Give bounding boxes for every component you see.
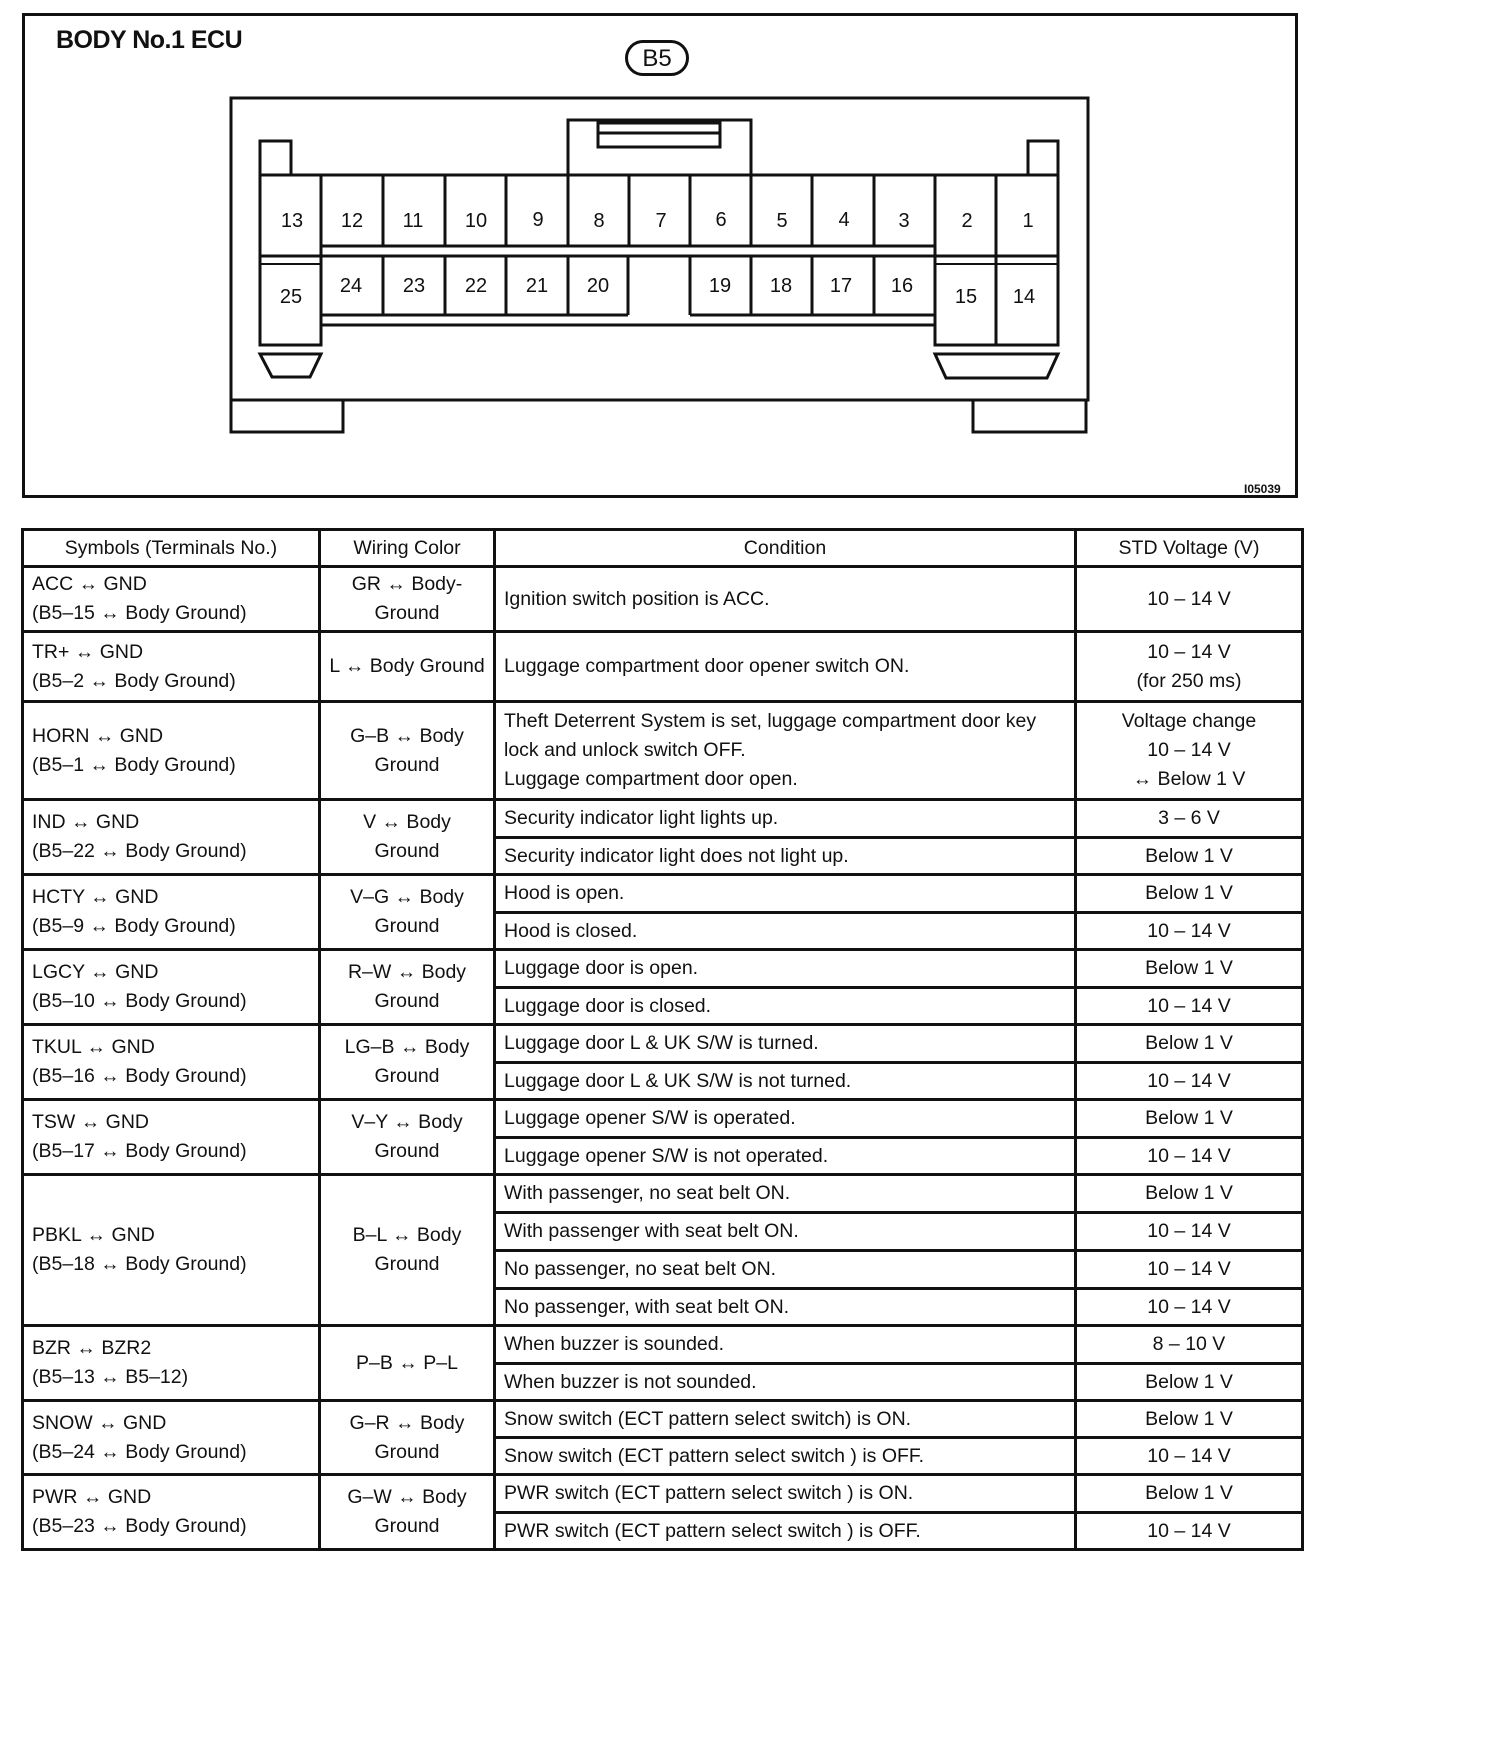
condition-cell xyxy=(495,702,1076,800)
condition-cell: When buzzer is not sounded. xyxy=(495,1364,1076,1401)
pin-17: 17 xyxy=(829,275,853,297)
table-row xyxy=(23,567,1303,632)
symbol-name: SNOW ↔ GND xyxy=(32,1411,167,1434)
pin-24: 24 xyxy=(339,275,363,297)
wiring-color-cell xyxy=(320,1475,495,1550)
wiring-color: B–L ↔ Body xyxy=(352,1224,462,1246)
header-wiring-color: Wiring Color xyxy=(320,530,495,567)
table-row xyxy=(23,1025,1303,1063)
voltage-cell: 10 – 14 V xyxy=(1076,913,1303,950)
symbol-name: TSW ↔ GND xyxy=(32,1111,149,1133)
pin-14: 14 xyxy=(1012,286,1036,308)
wiring-color: Ground xyxy=(374,915,440,937)
wiring-color: Ground xyxy=(374,602,440,624)
wiring-color: LG–B ↔ Body xyxy=(344,1036,470,1058)
table-row xyxy=(23,1401,1303,1438)
figure-id: I05039 xyxy=(1244,482,1281,496)
voltage-cell: Below 1 V xyxy=(1076,1175,1303,1213)
condition-cell: Ignition switch position is ACC. xyxy=(495,567,1076,632)
pin-12: 12 xyxy=(340,210,364,232)
symbol-cell xyxy=(23,1100,320,1175)
symbol-cell xyxy=(23,1401,320,1475)
condition-cell: Hood is open. xyxy=(495,875,1076,913)
terminal-numbers: (B5–15 ↔ Body Ground) xyxy=(32,602,247,624)
condition-cell: Snow switch (ECT pattern select switch ) is OFF. xyxy=(495,1438,1076,1475)
symbol-name: ACC ↔ GND xyxy=(32,573,147,595)
voltage-value: 10 – 14 V xyxy=(1147,640,1231,663)
wiring-color: G–B ↔ Body xyxy=(350,724,464,747)
condition-cell: PWR switch (ECT pattern select switch ) is ON. xyxy=(495,1475,1076,1513)
symbol-cell xyxy=(23,702,320,800)
right-foot xyxy=(973,400,1086,432)
condition-cell: Snow switch (ECT pattern select switch) is ON. xyxy=(495,1401,1076,1438)
symbol-name: PBKL ↔ GND xyxy=(32,1224,155,1246)
voltage-cell: 10 – 14 V xyxy=(1076,988,1303,1025)
wiring-color-cell xyxy=(320,702,495,800)
voltage-cell: Below 1 V xyxy=(1076,875,1303,913)
voltage-cell: 10 – 14 V xyxy=(1076,567,1303,632)
pin-9: 9 xyxy=(532,209,544,231)
pin-16: 16 xyxy=(890,275,914,297)
condition-cell: With passenger, no seat belt ON. xyxy=(495,1175,1076,1213)
voltage-cell: Below 1 V xyxy=(1076,1475,1303,1513)
wiring-color: R–W ↔ Body xyxy=(347,961,467,983)
symbol-cell xyxy=(23,950,320,1025)
voltage-cell: Below 1 V xyxy=(1076,1025,1303,1063)
condition-cell: Security indicator light lights up. xyxy=(495,800,1076,838)
header-std-voltage: STD Voltage (V) xyxy=(1076,530,1303,567)
table-row xyxy=(23,1175,1303,1213)
table-row xyxy=(23,950,1303,988)
wiring-color: Ground xyxy=(374,1253,440,1275)
pin-6: 6 xyxy=(715,209,727,231)
left-foot xyxy=(231,400,343,432)
table-row xyxy=(23,632,1303,702)
condition-cell: With passenger with seat belt ON. xyxy=(495,1213,1076,1251)
wiring-color: GR ↔ Body- xyxy=(351,573,463,595)
pin-4: 4 xyxy=(838,209,850,231)
symbol-cell xyxy=(23,1025,320,1100)
wiring-color: Ground xyxy=(374,840,440,862)
condition-cell: When buzzer is sounded. xyxy=(495,1326,1076,1364)
terminal-numbers: (B5–13 ↔ B5–12) xyxy=(32,1366,189,1388)
voltage-note: (for 250 ms) xyxy=(1136,669,1242,692)
voltage-line: Voltage change xyxy=(1121,710,1257,732)
wiring-color-cell xyxy=(320,800,495,875)
symbol-name: HORN ↔ GND xyxy=(32,724,164,747)
voltage-cell: 3 – 6 V xyxy=(1076,800,1303,838)
latch-slot xyxy=(598,123,720,147)
terminal-numbers: (B5–2 ↔ Body Ground) xyxy=(32,669,236,692)
terminal-voltage-table xyxy=(21,528,1304,1551)
condition-cell: PWR switch (ECT pattern select switch ) is OFF. xyxy=(495,1513,1076,1550)
condition-cell: Luggage opener S/W is operated. xyxy=(495,1100,1076,1138)
terminal-numbers: (B5–23 ↔ Body Ground) xyxy=(32,1515,247,1537)
terminal-numbers: (B5–22 ↔ Body Ground) xyxy=(32,840,247,862)
diagram-title: BODY No.1 ECU xyxy=(56,26,243,54)
condition-cell: Luggage door is closed. xyxy=(495,988,1076,1025)
pin-7: 7 xyxy=(655,210,667,232)
wiring-color: Ground xyxy=(374,1140,440,1162)
pin-13: 13 xyxy=(280,210,304,232)
wiring-color-cell xyxy=(320,1100,495,1175)
wiring-color: V ↔ Body xyxy=(363,811,451,833)
table-header-row xyxy=(23,530,1303,567)
pin-10: 10 xyxy=(464,210,488,232)
symbol-name: PWR ↔ GND xyxy=(32,1486,152,1508)
symbol-cell xyxy=(23,875,320,950)
terminal-numbers: (B5–24 ↔ Body Ground) xyxy=(32,1440,247,1463)
pin-20: 20 xyxy=(586,275,610,297)
condition-line: Luggage compartment door open. xyxy=(504,768,798,790)
voltage-line: ↔ Below 1 V xyxy=(1132,768,1246,790)
symbol-cell xyxy=(23,1175,320,1326)
voltage-cell: 10 – 14 V xyxy=(1076,1513,1303,1550)
wiring-color: Ground xyxy=(374,1440,440,1463)
pin-21: 21 xyxy=(525,275,549,297)
wiring-color-cell xyxy=(320,875,495,950)
wiring-color: V–G ↔ Body xyxy=(350,886,464,908)
voltage-line: 10 – 14 V xyxy=(1147,739,1231,761)
voltage-cell: Below 1 V xyxy=(1076,950,1303,988)
symbol-cell xyxy=(23,1475,320,1550)
pin-3: 3 xyxy=(898,210,910,232)
symbol-cell xyxy=(23,1326,320,1401)
condition-cell: No passenger, no seat belt ON. xyxy=(495,1251,1076,1289)
voltage-cell: 8 – 10 V xyxy=(1076,1326,1303,1364)
symbol-cell xyxy=(23,632,320,702)
condition-cell: Luggage door L & UK S/W is not turned. xyxy=(495,1063,1076,1100)
connector-face-drawing xyxy=(0,0,1504,500)
wiring-color-cell xyxy=(320,567,495,632)
terminal-numbers: (B5–17 ↔ Body Ground) xyxy=(32,1140,247,1162)
condition-line: lock and unlock switch OFF. xyxy=(504,739,746,761)
wiring-color-cell xyxy=(320,1175,495,1326)
condition-cell: Luggage compartment door opener switch ON. xyxy=(495,632,1076,702)
condition-line: Theft Deterrent System is set, luggage compartment door key xyxy=(504,710,1037,732)
pin-25: 25 xyxy=(279,286,303,308)
terminal-numbers: (B5–16 ↔ Body Ground) xyxy=(32,1065,247,1087)
wiring-color-cell xyxy=(320,1401,495,1475)
pin-19: 19 xyxy=(708,275,732,297)
wiring-color-cell xyxy=(320,950,495,1025)
voltage-cell: 10 – 14 V xyxy=(1076,1289,1303,1326)
voltage-cell xyxy=(1076,702,1303,800)
pin-15: 15 xyxy=(954,286,978,308)
wiring-color-cell xyxy=(320,1025,495,1100)
condition-cell: Luggage opener S/W is not operated. xyxy=(495,1138,1076,1175)
symbol-name: BZR ↔ BZR2 xyxy=(32,1337,152,1359)
wiring-color: V–Y ↔ Body xyxy=(351,1111,463,1133)
condition-cell: Luggage door L & UK S/W is turned. xyxy=(495,1025,1076,1063)
voltage-cell: 10 – 14 V xyxy=(1076,1213,1303,1251)
terminal-numbers: (B5–18 ↔ Body Ground) xyxy=(32,1253,247,1275)
symbol-name: TKUL ↔ GND xyxy=(32,1036,155,1058)
table-row xyxy=(23,702,1303,800)
symbol-name: TR+ ↔ GND xyxy=(32,640,144,663)
condition-cell: Security indicator light does not light up. xyxy=(495,838,1076,875)
header-symbols: Symbols (Terminals No.) xyxy=(23,530,320,567)
condition-cell: Hood is closed. xyxy=(495,913,1076,950)
connector-code-badge: B5 xyxy=(625,40,689,76)
wiring-color: Ground xyxy=(374,1065,440,1087)
wiring-color: Ground xyxy=(374,753,440,776)
symbol-cell xyxy=(23,567,320,632)
wiring-color-cell: P–B ↔ P–L xyxy=(320,1326,495,1401)
voltage-cell: 10 – 14 V xyxy=(1076,1251,1303,1289)
table-row xyxy=(23,1100,1303,1138)
symbol-name: LGCY ↔ GND xyxy=(32,961,159,983)
pin-1: 1 xyxy=(1022,210,1034,232)
wiring-color: G–W ↔ Body xyxy=(347,1486,467,1508)
terminal-numbers: (B5–10 ↔ Body Ground) xyxy=(32,990,247,1012)
voltage-cell xyxy=(1076,632,1303,702)
table-row xyxy=(23,875,1303,913)
symbol-name: IND ↔ GND xyxy=(32,811,140,833)
terminal-numbers: (B5–9 ↔ Body Ground) xyxy=(32,915,236,937)
pin-22: 22 xyxy=(464,275,488,297)
pin-23: 23 xyxy=(402,275,426,297)
voltage-cell: Below 1 V xyxy=(1076,1364,1303,1401)
pin-18: 18 xyxy=(769,275,793,297)
pin-11: 11 xyxy=(402,210,424,232)
condition-cell: Luggage door is open. xyxy=(495,950,1076,988)
header-condition: Condition xyxy=(495,530,1076,567)
voltage-cell: Below 1 V xyxy=(1076,1100,1303,1138)
voltage-cell: Below 1 V xyxy=(1076,1401,1303,1438)
voltage-cell: Below 1 V xyxy=(1076,838,1303,875)
pin-5: 5 xyxy=(776,210,788,232)
condition-cell: No passenger, with seat belt ON. xyxy=(495,1289,1076,1326)
voltage-cell: 10 – 14 V xyxy=(1076,1138,1303,1175)
wiring-color: Ground xyxy=(374,990,440,1012)
symbol-name: HCTY ↔ GND xyxy=(32,886,159,908)
terminal-numbers: (B5–1 ↔ Body Ground) xyxy=(32,753,236,776)
table-row xyxy=(23,1475,1303,1513)
wiring-color: Ground xyxy=(374,1515,440,1537)
voltage-cell: 10 – 14 V xyxy=(1076,1438,1303,1475)
pin-8: 8 xyxy=(593,210,605,232)
symbol-cell xyxy=(23,800,320,875)
wiring-color-cell: L ↔ Body Ground xyxy=(320,632,495,702)
table-row xyxy=(23,1326,1303,1364)
table-row xyxy=(23,800,1303,838)
voltage-cell: 10 – 14 V xyxy=(1076,1063,1303,1100)
pin-2: 2 xyxy=(961,210,973,232)
wiring-color: G–R ↔ Body xyxy=(349,1411,465,1434)
